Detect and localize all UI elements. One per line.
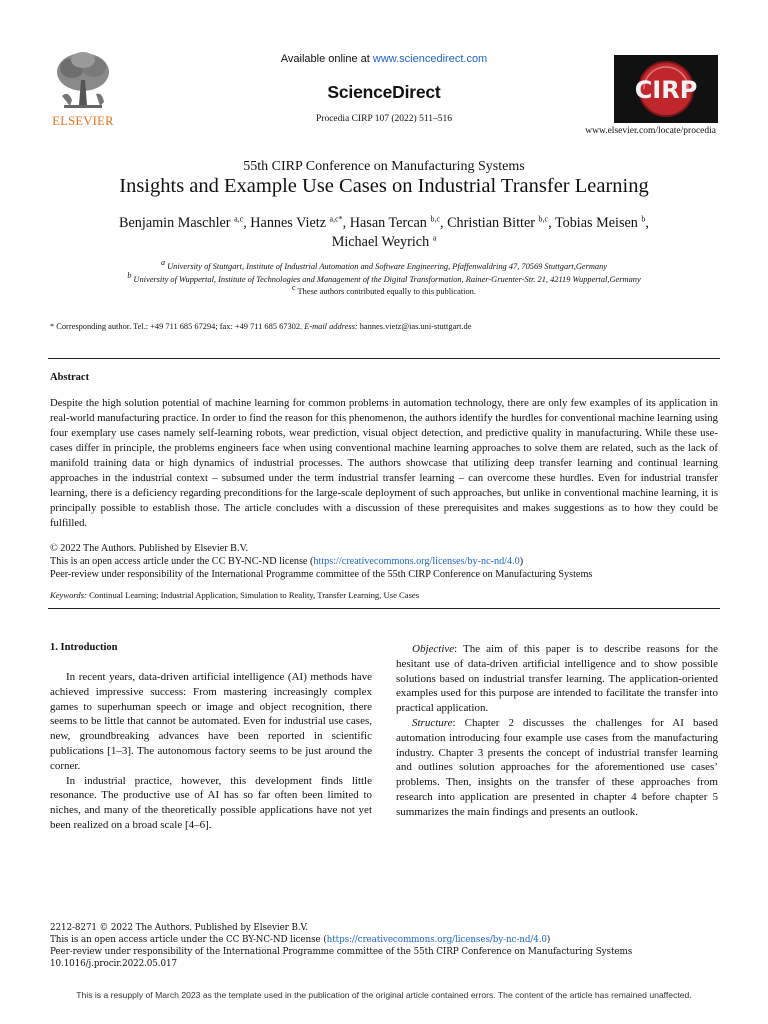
affiliation-b-text: University of Wuppertal, Institute of Technologies and Management of the Digital Transformation, Rainer-Gruenter-Str. 21, 42119 Wuppertal,Germany — [131, 275, 641, 284]
footer-license — [50, 935, 550, 945]
license-prefix: This is an open access article under the CC BY-NC-ND license ( — [50, 556, 314, 567]
author-name: Michael Weyrich — [331, 234, 433, 250]
cirp-logo-icon — [614, 55, 718, 123]
affiliation-b-marker: b — [127, 271, 132, 281]
footer-license-link[interactable]: https://creativecommons.org/licenses/by-nc-nd/4.0 — [326, 935, 547, 945]
author-line-1 — [0, 215, 768, 232]
abstract-copyright: © 2022 The Authors. Published by Elsevier B.V. — [50, 543, 249, 554]
corresponding-author — [50, 322, 471, 331]
abstract-body: Despite the high solution potential of machine learning for common problems in automation technology, there are only few examples of its application in real-world manufacturing practice. In order to find the reason for this phenomenon, the authors identify the hurdles for conventional machine learning using four exemplary use cases namely self-learning robots, wear prediction, visual object detection, and predictive quality in manufacturing. While these use-cases differ in principle, the problems engineers face when using conventional machine learning approaches to solve them are related, such as the lack of manifold training data or high dynamics of industrial processes. The authors showcase that utilizing deep transfer learning and continual learning approaches in the industrial context – subsumed under the term industrial transfer learning – can overcome these hurdles. Even for industrial transfer learning, there is a deficiency regarding preconditions for the large-scale deployment of such approaches, but unlike in conventional machine learning, it is principally possible to establish those. The article concludes with a discussion of these prerequisites and makes suggestions as to how they could be fulfilled. — [50, 397, 718, 529]
email-label: E-mail address: — [304, 322, 358, 331]
structure-paragraph — [396, 716, 718, 820]
affiliation-a-marker: a — [161, 258, 165, 268]
author-name: Benjamin Maschler — [119, 215, 235, 231]
intro-paragraph-1: In recent years, data-driven artificial intelligence (AI) methods have achieved impressive success: From mastering increasingly complex games to superhuman speech or image and object recognition, there seems to be little that cannot be automated. Even for industrial use cases, new, groundbreaking advances have been reported in scientific publications [1–3]. The autonomous factory seems to be just around the corner. — [50, 671, 372, 772]
footer-peer-review: Peer-review under responsibility of the International Programme committee of the 55th CIRP Conference on Manufacturing Systems — [50, 947, 633, 957]
affiliation-c-marker: c — [292, 283, 296, 293]
author-affiliation-marker: a — [432, 233, 437, 243]
left-column — [50, 670, 372, 833]
structure-label: Structure — [412, 716, 453, 729]
cirp-logo-text: CIRP — [634, 76, 698, 104]
section-heading-introduction: 1. Introduction — [50, 642, 118, 653]
author-line-2 — [0, 234, 768, 251]
abstract-heading: Abstract — [50, 372, 90, 383]
divider-mid — [48, 608, 720, 609]
affiliation-b — [0, 271, 768, 284]
objective-paragraph — [396, 642, 718, 716]
author-name: Tobias Meisen — [554, 215, 642, 231]
abstract-peer-review: Peer-review under responsibility of the International Programme committee of the 55th CIRP Conference on Manufacturing Systems — [50, 569, 593, 580]
author-affiliation-marker: a,c — [234, 214, 244, 224]
footer-license-prefix: This is an open access article under the CC BY-NC-ND license ( — [50, 935, 327, 945]
cirp-logo — [614, 55, 718, 123]
author-affiliation-marker: b,c — [538, 214, 549, 224]
keywords — [50, 590, 419, 600]
affiliation-a — [0, 258, 768, 271]
footer-doi[interactable]: 10.1016/j.procir.2022.05.017 — [50, 959, 177, 969]
right-column — [396, 642, 718, 820]
abstract-license — [50, 556, 523, 567]
affiliation-a-text: University of Stuttgart, Institute of Industrial Automation and Software Engineering, Pfaffenwaldring 47, 70569 Stuttgart,Germany — [165, 262, 607, 271]
available-prefix: Available online at — [280, 53, 373, 65]
license-link[interactable]: https://creativecommons.org/licenses/by-nc-nd/4.0 — [313, 556, 520, 567]
author-name: Hasan Tercan — [349, 215, 431, 231]
journal-website[interactable]: www.elsevier.com/locate/procedia — [585, 126, 716, 136]
structure-text: : Chapter 2 discusses the challenges for AI based automation introducing four example use cases from the manufacturing industry. Chapter 3 presents the concept of industrial transfer learning and outlines solution approaches for the aforementioned use cases’ problems. Then, insights on the transfer of these approaches from research into application are presented in chapter 4 before chapter 5 summarizes the main findings and presents an outlook. — [396, 716, 718, 818]
author-affiliation-marker: a,c* — [329, 214, 343, 224]
affiliation-c-text: These authors contributed equally to this publication. — [295, 287, 476, 296]
objective-label: Objective — [412, 643, 455, 655]
paper-title: Insights and Example Use Cases on Industrial Transfer Learning — [119, 175, 649, 197]
elsevier-wordmark: ELSEVIER — [52, 114, 114, 128]
resupply-notice: This is a resupply of March 2023 as the template used in the publication of the original article contained errors. The content of the article has remained unaffected. — [76, 990, 692, 1000]
keywords-label: Keywords: — [50, 590, 87, 600]
license-suffix: ) — [519, 556, 524, 567]
conference-name: 55th CIRP Conference on Manufacturing Systems — [243, 159, 525, 174]
author-separator: , — [548, 215, 555, 231]
author-affiliation-marker: b,c — [430, 214, 440, 224]
affiliation-c — [0, 283, 768, 296]
divider-top — [48, 358, 720, 359]
author-separator: , — [645, 215, 649, 231]
footer-issn-copyright: 2212-8271 © 2022 The Authors. Published by Elsevier B.V. — [50, 923, 308, 933]
journal-reference: Procedia CIRP 107 (2022) 511–516 — [316, 114, 452, 124]
corresponding-contact: * Corresponding author. Tel.: +49 711 685 67294; fax: +49 711 685 67302. — [50, 322, 305, 331]
author-affiliation-marker: b — [641, 214, 646, 224]
footer-license-suffix: ) — [546, 935, 551, 945]
keywords-list: Continual Learning; Industrial Application, Simulation to Reality, Transfer Learning, Use Cases — [86, 590, 420, 600]
author-separator: , — [342, 215, 350, 231]
intro-paragraph-2: In industrial practice, however, this development finds little resonance. The productive use of AI has so far often been limited to niches, and many of the theoretically possible applications have not yet been realized on a broad scale [4–6]. — [50, 774, 372, 831]
sciencedirect-brand: ScienceDirect — [327, 82, 441, 102]
author-name: Christian Bitter — [447, 215, 539, 231]
author-separator: , — [243, 215, 251, 231]
author-separator: , — [440, 215, 448, 231]
objective-text: : The aim of this paper is to describe reasons for the hesitant use of data-driven artificial intelligence and to show possible solutions based on industrial transfer learning. The application-oriented examples used for this purpose are intended to facilitate the transfer into practical application. — [396, 643, 718, 715]
email-address[interactable]: hannes.vietz@ias.uni-stuttgart.de — [357, 322, 472, 331]
sciencedirect-link[interactable]: www.sciencedirect.com — [372, 53, 488, 65]
author-name: Hannes Vietz — [250, 215, 330, 231]
